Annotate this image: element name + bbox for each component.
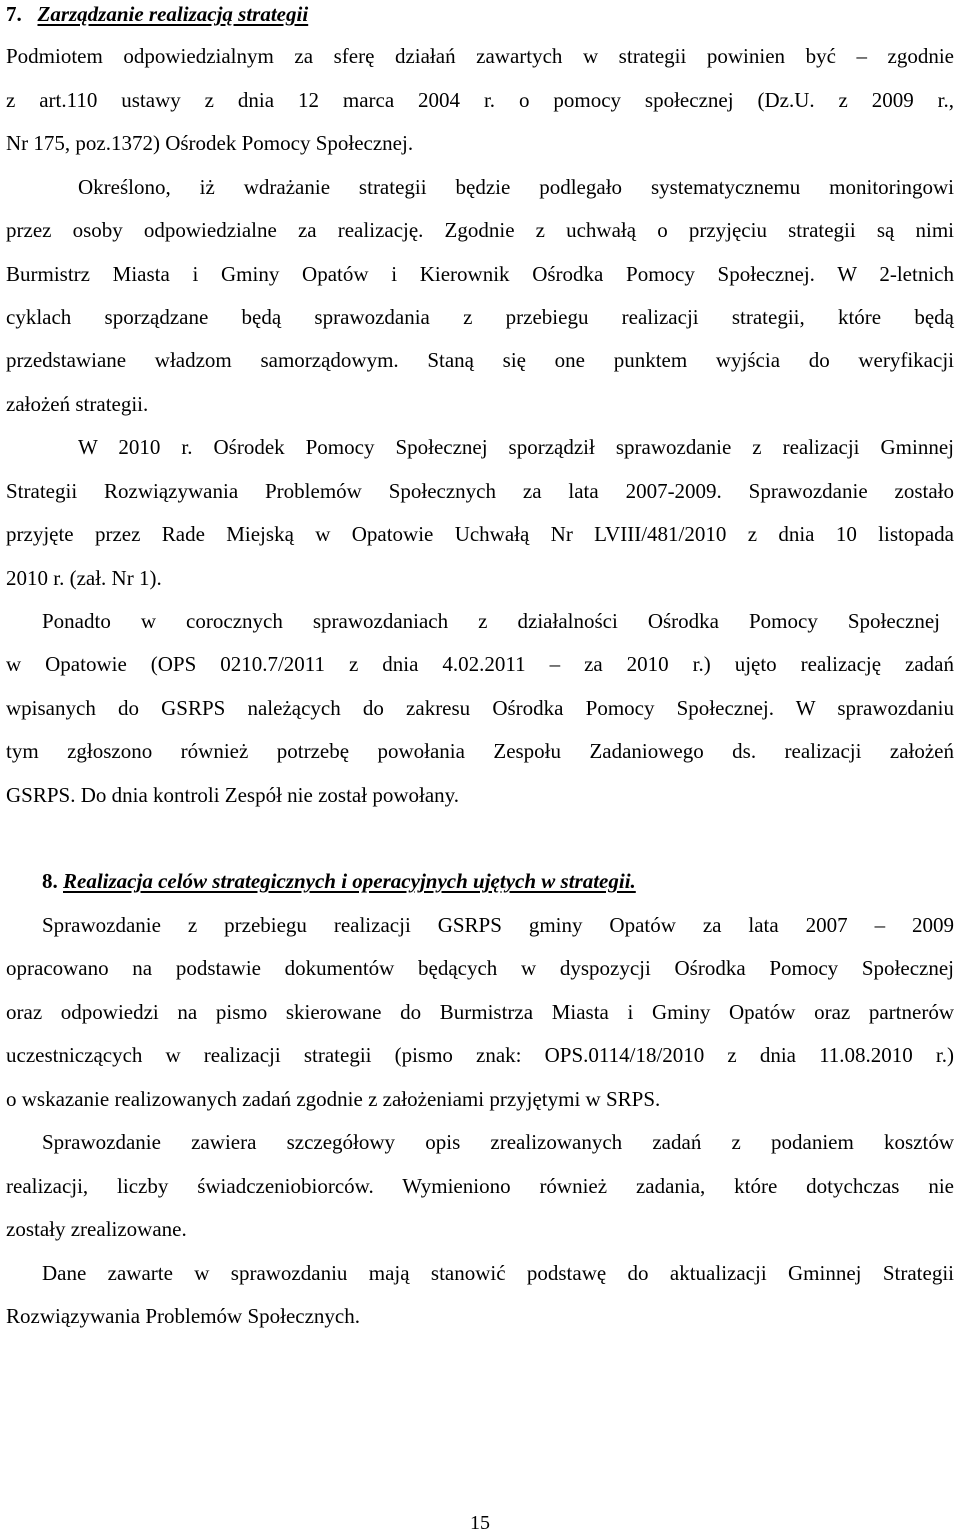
paragraph-line: Określono, iż wdrażanie strategii będzie podlegało systematycznemu monitoringowi — [78, 175, 954, 199]
paragraph-line: Sprawozdanie zawiera szczegółowy opis zrealizowanych zadań z podaniem kosztów — [42, 1130, 954, 1154]
page-number: 15 — [470, 1512, 490, 1534]
section-7-heading — [6, 1, 954, 27]
paragraph-line: Nr 175, poz.1372) Ośrodek Pomocy Społecznej. — [6, 131, 414, 155]
paragraph-line: z art.110 ustawy z dnia 12 marca 2004 r. o pomocy społecznej (Dz.U. z 2009 r., — [6, 88, 954, 112]
paragraph-line: Dane zawarte w sprawozdaniu mają stanowić podstawę do aktualizacji Gminnej Strategii — [42, 1261, 954, 1285]
paragraph-line: Rozwiązywania Problemów Społecznych. — [6, 1304, 360, 1328]
paragraph-line: o wskazanie realizowanych zadań zgodnie z założeniami przyjętymi w SRPS. — [6, 1087, 661, 1111]
paragraph-line: uczestniczących w realizacji strategii (pismo znak: OPS.0114/18/2010 z dnia 11.08.2010 r.) — [6, 1043, 954, 1067]
section-7-title: Zarządzanie realizacją strategii — [37, 2, 309, 26]
section-8-heading — [42, 868, 954, 894]
paragraph-line: przez osoby odpowiedzialne za realizację. Zgodnie z uchwałą o przyjęciu strategii są nimi — [6, 218, 954, 242]
paragraph-line: zostały zrealizowane. — [6, 1217, 187, 1241]
paragraph-line: GSRPS. Do dnia kontroli Zespół nie został powołany. — [6, 783, 460, 807]
paragraph-line: Burmistrz Miasta i Gminy Opatów i Kierownik Ośrodka Pomocy Społecznej. W 2-letnich — [6, 262, 954, 286]
paragraph-line: tym zgłoszono również potrzebę powołania Zespołu Zadaniowego ds. realizacji założeń — [6, 739, 954, 763]
paragraph-line: przedstawiane władzom samorządowym. Staną się one punktem wyjścia do weryfikacji — [6, 348, 954, 372]
paragraph-line: w Opatowie (OPS 0210.7/2011 z dnia 4.02.2011 – za 2010 r.) ujęto realizację zadań — [6, 652, 954, 676]
paragraph-line: realizacji, liczby świadczeniobiorców. Wymieniono również zadania, które dotychczas nie — [6, 1174, 954, 1198]
paragraph-line: cyklach sporządzane będą sprawozdania z przebiegu realizacji strategii, które będą — [6, 305, 954, 329]
section-7-number: 7. — [6, 2, 22, 26]
paragraph-line: przyjęte przez Rade Miejską w Opatowie Uchwałą Nr LVIII/481/2010 z dnia 10 listopada — [6, 522, 954, 546]
paragraph-line: Strategii Rozwiązywania Problemów Społecznych za lata 2007-2009. Sprawozdanie zostało — [6, 479, 954, 503]
paragraph-line: Sprawozdanie z przebiegu realizacji GSRPS gminy Opatów za lata 2007 – 2009 — [42, 913, 954, 937]
paragraph-line: wpisanych do GSRPS należących do zakresu Ośrodka Pomocy Społecznej. W sprawozdaniu — [6, 696, 954, 720]
paragraph-line: założeń strategii. — [6, 392, 149, 416]
paragraph-line: Ponadto w corocznych sprawozdaniach z działalności Ośrodka Pomocy Społecznej — [42, 609, 940, 633]
paragraph-line: 2010 r. (zał. Nr 1). — [6, 566, 162, 590]
section-8-number: 8. — [42, 869, 58, 893]
paragraph-line: Podmiotem odpowiedzialnym za sferę działań zawartych w strategii powinien być – zgodnie — [6, 44, 954, 68]
section-8-title: Realizacja celów strategicznych i operacyjnych ujętych w strategii. — [63, 869, 636, 893]
paragraph-line: W 2010 r. Ośrodek Pomocy Społecznej sporządził sprawozdanie z realizacji Gminnej — [78, 435, 954, 459]
paragraph-line: oraz odpowiedzi na pismo skierowane do Burmistrza Miasta i Gminy Opatów oraz partnerów — [6, 1000, 954, 1024]
paragraph-line: opracowano na podstawie dokumentów będących w dyspozycji Ośrodka Pomocy Społecznej — [6, 956, 954, 980]
